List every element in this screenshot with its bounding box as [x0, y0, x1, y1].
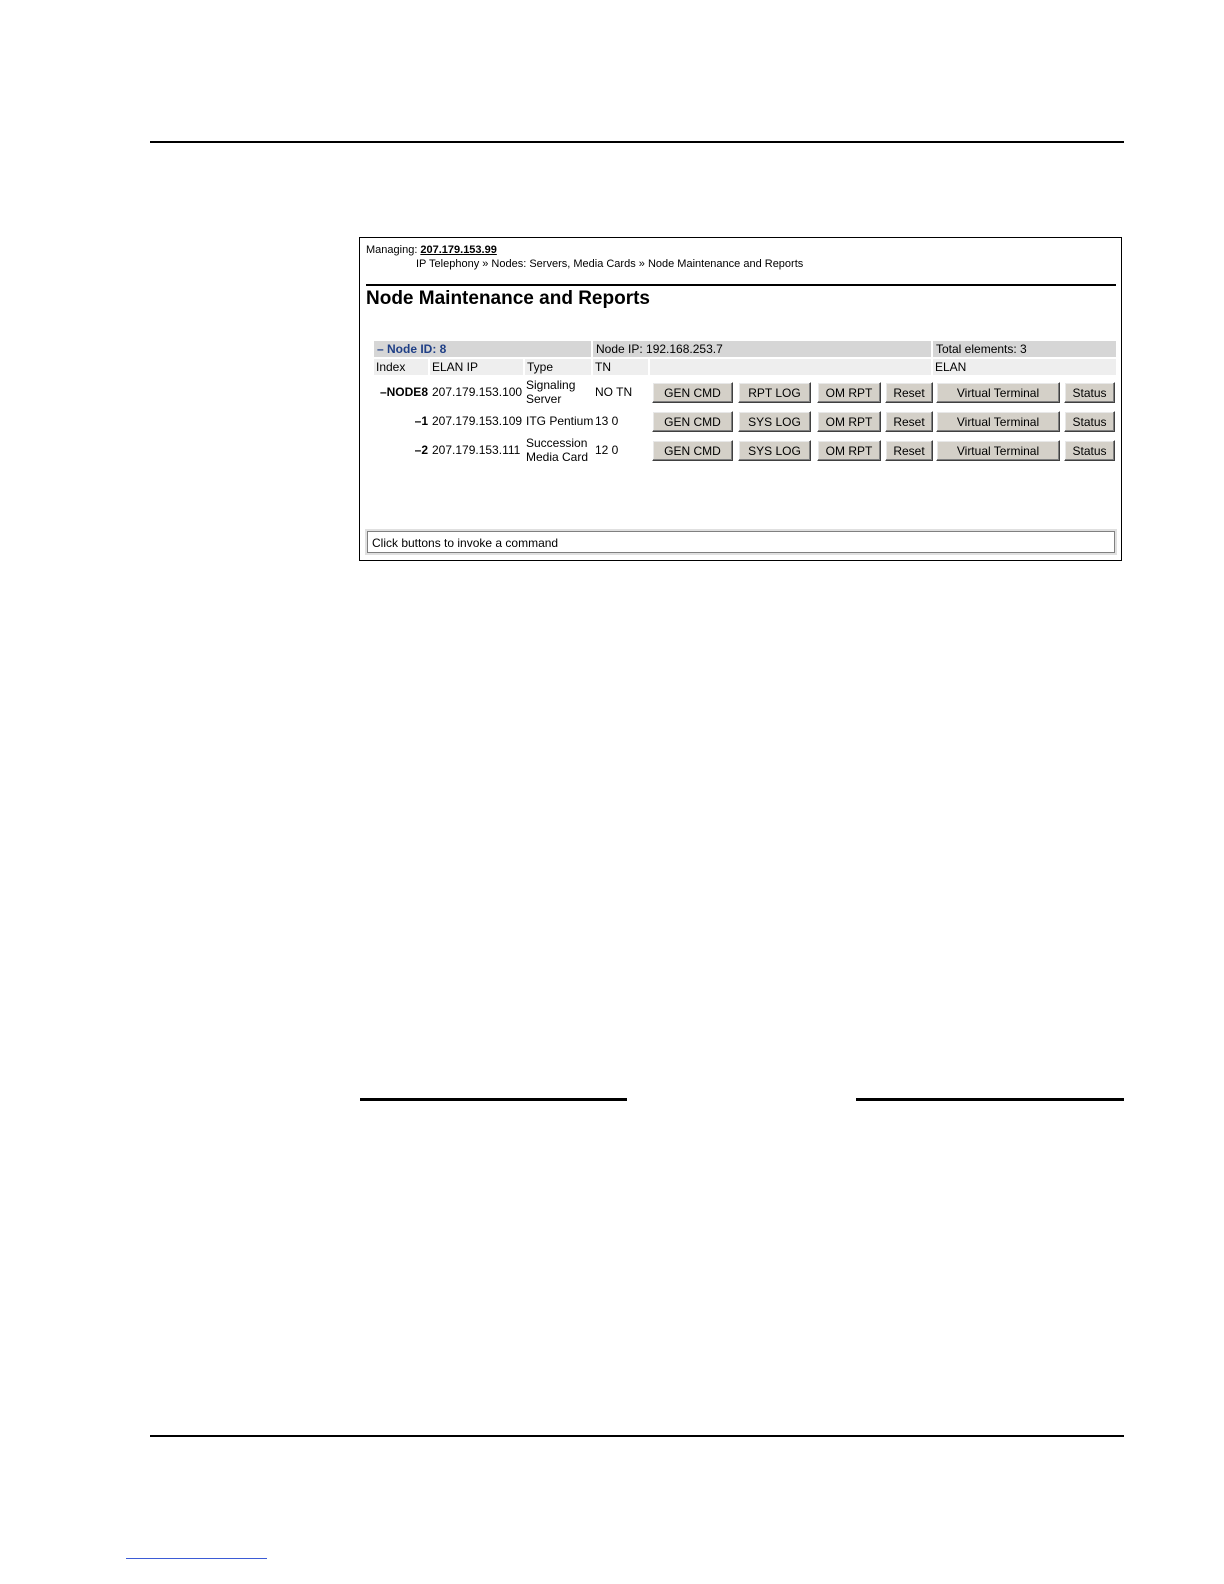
gen-cmd-button[interactable]: GEN CMD: [652, 440, 733, 461]
row-tn: 13 0: [595, 414, 619, 428]
row-elan-ip: 207.179.153.111: [432, 443, 521, 457]
total-elements: Total elements: 3: [933, 341, 1116, 357]
status-button[interactable]: Status: [1064, 382, 1115, 403]
managing-row: [366, 244, 497, 256]
reset-button[interactable]: Reset: [885, 382, 933, 403]
virtual-terminal-button[interactable]: Virtual Terminal: [936, 382, 1060, 403]
status-bar-text: Click buttons to invoke a command: [372, 536, 559, 550]
node-id-toggle[interactable]: – Node ID: 8: [374, 341, 591, 357]
status-button[interactable]: Status: [1064, 411, 1115, 432]
node-ip: Node IP: 192.168.253.7: [593, 341, 931, 357]
table-row: [374, 378, 1116, 406]
column-header-spacer: [650, 359, 931, 375]
status-button[interactable]: Status: [1064, 440, 1115, 461]
virtual-terminal-button[interactable]: Virtual Terminal: [936, 440, 1060, 461]
footer-link-underline[interactable]: [126, 1558, 267, 1559]
om-rpt-button[interactable]: OM RPT: [817, 411, 881, 432]
row-elan-ip: 207.179.153.100: [432, 385, 523, 399]
section-rule-left: [360, 1098, 627, 1101]
reset-button[interactable]: Reset: [885, 440, 933, 461]
gen-cmd-button[interactable]: GEN CMD: [652, 382, 733, 403]
managing-ip-link[interactable]: 207.179.153.99: [420, 244, 497, 256]
rpt-log-button[interactable]: RPT LOG: [738, 382, 811, 403]
row-elan-ip: 207.179.153.109: [432, 414, 523, 428]
node-maintenance-window: [359, 237, 1122, 561]
row-type: Signaling Server: [526, 378, 576, 406]
column-header-tn: TN: [593, 359, 648, 375]
reset-button[interactable]: Reset: [885, 411, 933, 432]
gen-cmd-button[interactable]: GEN CMD: [652, 411, 733, 432]
row-tn: 12 0: [595, 443, 619, 457]
node-header: [374, 341, 1116, 357]
breadcrumb: IP Telephony » Nodes: Servers, Media Cards » Node Maintenance and Reports: [416, 258, 804, 270]
row-type: ITG Pentium: [526, 414, 594, 428]
header-divider: [366, 284, 1116, 286]
row-index-toggle[interactable]: –1: [414, 414, 428, 428]
page-top-rule: [150, 141, 1124, 143]
column-header-type: Type: [525, 359, 591, 375]
table-row: [374, 407, 1116, 435]
section-rule-right: [856, 1098, 1124, 1101]
status-bar: [367, 531, 1115, 553]
row-tn: NO TN: [595, 385, 633, 399]
om-rpt-button[interactable]: OM RPT: [817, 440, 881, 461]
virtual-terminal-button[interactable]: Virtual Terminal: [936, 411, 1060, 432]
page-title: Node Maintenance and Reports: [366, 288, 650, 309]
row-index-toggle[interactable]: –NODE8: [379, 385, 428, 399]
sys-log-button[interactable]: SYS LOG: [738, 411, 811, 432]
table-row: [374, 436, 1116, 464]
column-header-index: Index: [374, 359, 428, 375]
row-type: Succession Media Card: [526, 436, 589, 464]
column-header-elan: ELAN: [933, 359, 1116, 375]
column-header-elan-ip: ELAN IP: [430, 359, 523, 375]
page-bottom-rule: [150, 1435, 1124, 1437]
managing-label: Managing:: [366, 244, 418, 256]
row-index-toggle[interactable]: –2: [414, 443, 428, 457]
om-rpt-button[interactable]: OM RPT: [817, 382, 881, 403]
sys-log-button[interactable]: SYS LOG: [738, 440, 811, 461]
